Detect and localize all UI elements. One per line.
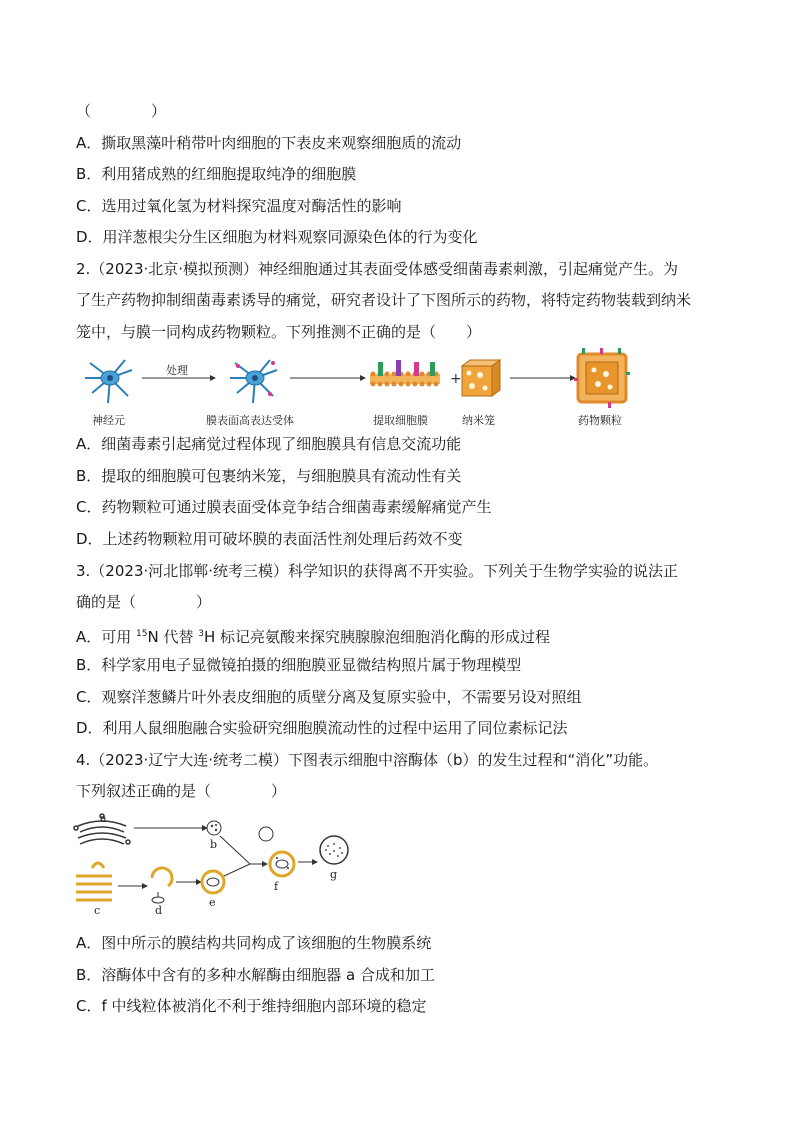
drug-particle-illustration xyxy=(574,348,630,408)
q4-option-c: C．f 中线粒体被消化不利于维持细胞内部环境的稳定 xyxy=(76,997,427,1015)
q1-option-a: A．撕取黑藻叶稍带叶肉细胞的下表皮来观察细胞质的流动 xyxy=(76,134,462,152)
q1-answer-bracket: （ ） xyxy=(76,102,167,120)
q4-option-a: A．图中所示的膜结构共同构成了该细胞的生物膜系统 xyxy=(76,934,432,952)
q2-option-d: D．上述药物颗粒用可破坏膜的表面活性剂处理后药效不变 xyxy=(76,530,463,548)
label-c: c xyxy=(94,904,101,917)
q4-stem-line-2: 下列叙述正确的是（ ） xyxy=(76,782,287,800)
label-e: e xyxy=(209,896,216,909)
q2-figure xyxy=(70,348,630,433)
label-a: a xyxy=(100,812,107,825)
q4-figure-diagram xyxy=(72,808,372,920)
autophagosome-illustration xyxy=(202,871,224,893)
receptor-neuron-illustration xyxy=(230,360,277,403)
q4-figure xyxy=(72,808,372,920)
label-d: d xyxy=(155,904,163,917)
q2-stem-line-3: 笼中，与膜一同构成药物颗粒。下列推测不正确的是（ ） xyxy=(76,323,482,341)
q3-option-a xyxy=(76,624,550,647)
q2-option-a: A．细菌毒素引起痛觉过程体现了细胞膜具有信息交流功能 xyxy=(76,435,462,453)
q3-option-a-pre: A．可用 xyxy=(76,628,137,646)
nanocage-illustration xyxy=(462,360,500,396)
nanocage-label: 纳米笼 xyxy=(462,414,495,427)
q4-stem-line-1: 4.（2023·辽宁大连·统考二模）下图表示细胞中溶酶体（b）的发生过程和“消化”功能。 xyxy=(76,751,659,769)
receptor-label: 膜表面高表达受体 xyxy=(206,414,294,427)
q1-option-c: C．选用过氧化氢为材料探究温度对酶活性的影响 xyxy=(76,197,402,215)
q3-option-b: B．科学家用电子显微镜拍摄的细胞膜亚显微结构照片属于物理模型 xyxy=(76,656,522,674)
process-arrow-label: 处理 xyxy=(166,364,188,377)
q3-option-c: C．观察洋葱鳞片叶外表皮细胞的质壁分离及复原实验中，不需要另设对照组 xyxy=(76,688,582,706)
neuron-illustration xyxy=(85,360,132,403)
label-f: f xyxy=(274,880,279,893)
q1-option-b: B．利用猪成熟的红细胞提取纯净的细胞膜 xyxy=(76,165,357,183)
residual-body-illustration xyxy=(320,836,348,864)
q3-stem-line-2: 确的是（ ） xyxy=(76,593,212,611)
q2-option-c: C．药物颗粒可通过膜表面受体竞争结合细菌毒素缓解痛觉产生 xyxy=(76,498,492,516)
q3-option-a-sup1: 15 xyxy=(136,629,148,639)
lysosome-illustration xyxy=(207,821,221,835)
q1-option-d: D．用洋葱根尖分生区细胞为材料观察同源染色体的行为变化 xyxy=(76,228,478,246)
neuron-label: 神经元 xyxy=(92,414,125,427)
q2-stem-line-2: 了生产药物抑制细菌毒素诱导的痛觉，研究者设计了下图所示的药物，将特定药物装载到纳米 xyxy=(76,291,692,309)
cell-membrane-illustration xyxy=(370,360,440,387)
q3-stem-line-1: 3.（2023·河北邯郸·统考三模）科学知识的获得离不开实验。下列关于生物学实验的说法正 xyxy=(76,562,679,580)
q3-option-a-mid: N 代替 xyxy=(147,628,199,646)
plus-sign: + xyxy=(450,371,462,387)
autolysosome-illustration xyxy=(259,827,294,876)
label-b: b xyxy=(210,838,218,851)
phagophore-illustration xyxy=(152,868,172,903)
q2-stem-line-1: 2.（2023·北京·模拟预测）神经细胞通过其表面受体感受细菌毒素刺激，引起痛觉产生。为 xyxy=(76,260,679,278)
label-g: g xyxy=(330,868,338,881)
q2-option-b: B．提取的细胞膜可包裹纳米笼，与细胞膜具有流动性有关 xyxy=(76,467,462,485)
membrane-label: 提取细胞膜 xyxy=(373,414,428,427)
q3-option-a-post: H 标记亮氨酸来探究胰腺腺泡细胞消化酶的形成过程 xyxy=(203,628,551,646)
drug-particle-label: 药物颗粒 xyxy=(578,414,622,427)
q3-option-a-sup2: 3 xyxy=(198,629,204,639)
q2-figure-diagram xyxy=(70,348,630,418)
endoplasmic-reticulum-illustration xyxy=(76,863,112,900)
q3-option-d: D．利用人鼠细胞融合实验研究细胞膜流动性的过程中运用了同位素标记法 xyxy=(76,719,568,737)
q4-option-b: B．溶酶体中含有的多种水解酶由细胞器 a 合成和加工 xyxy=(76,966,436,984)
